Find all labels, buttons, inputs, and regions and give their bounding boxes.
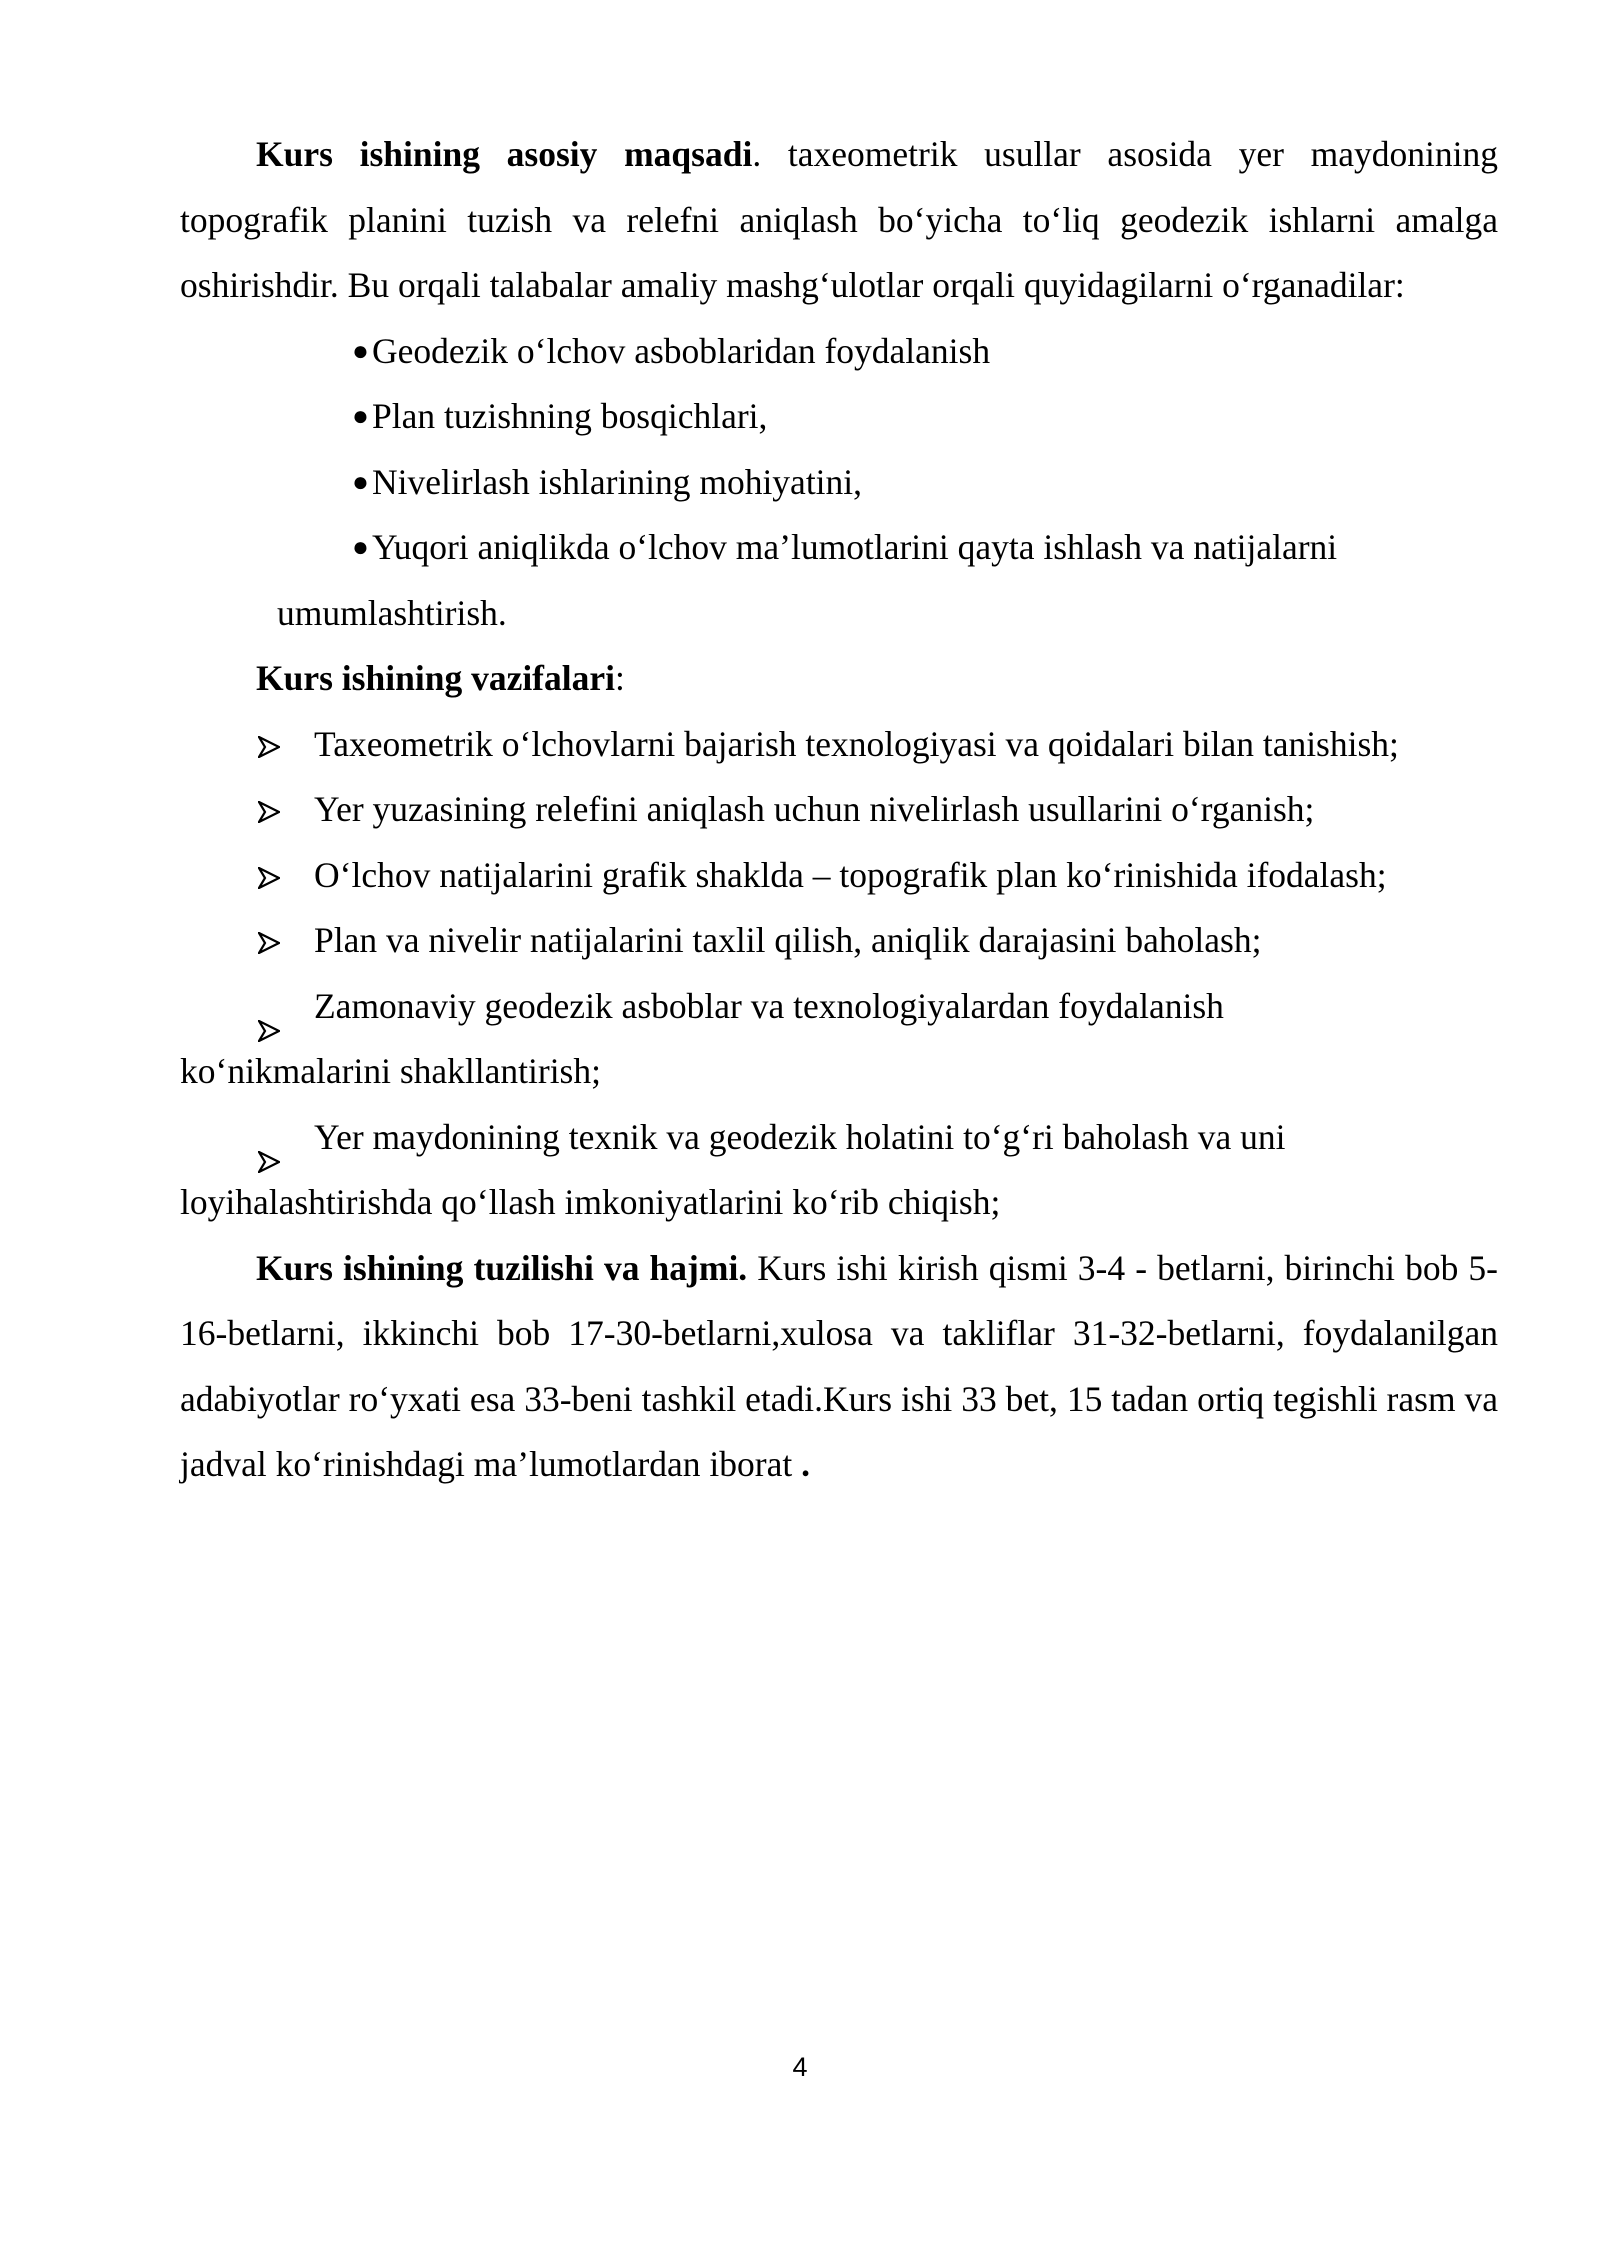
task-item-text: Yer yuzasining relefini aniqlash uchun nivelirlash usullarini o‘rganish;	[314, 789, 1315, 829]
page-number: 4	[792, 2052, 808, 2082]
arrowhead-bullet-icon	[258, 1129, 280, 1195]
task-item	[180, 1105, 1498, 1236]
bullet-dot-icon: ●	[352, 466, 369, 498]
structure-end-mark: .	[801, 1444, 810, 1484]
task-item	[180, 712, 1498, 778]
list-item	[180, 450, 1498, 516]
tasks-heading-colon: :	[615, 658, 625, 698]
page-content	[180, 122, 1498, 1498]
list-item-continuation: umumlashtirish.	[277, 592, 507, 633]
task-item-first-line	[180, 974, 1498, 1040]
list-item-text: Geodezik o‘lchov asboblaridan foydalanish	[372, 330, 991, 371]
bullet-dot-icon: ●	[352, 532, 369, 563]
list-item-text: Yuqori aniqlikda o‘lchov ma’lumotlarini qayta ishlash va natijalarni	[372, 527, 1338, 567]
task-item-first-line	[180, 1105, 1498, 1171]
task-item-text: Taxeometrik o‘lchovlarni bajarish texnologiyasi va qoidalari bilan tanishish;	[314, 723, 1399, 764]
list-item	[180, 319, 1498, 385]
task-item	[180, 777, 1498, 843]
tasks-heading: Kurs ishining vazifalari	[256, 658, 615, 698]
purpose-paragraph	[180, 122, 1498, 319]
arrowhead-bullet-icon	[258, 998, 280, 1064]
list-item	[180, 384, 1498, 450]
task-item-continuation: ko‘nikmalarini shakllantirish;	[180, 1051, 601, 1091]
list-item-text: Nivelirlash ishlarining mohiyatini,	[372, 461, 863, 502]
task-item-continuation: loyihalashtirishda qo‘llash imkoniyatlarini ko‘rib chiqish;	[180, 1182, 1001, 1222]
structure-heading: Kurs ishining tuzilishi va hajmi.	[256, 1247, 748, 1288]
purpose-heading: Kurs ishining asosiy maqsadi	[256, 134, 753, 174]
task-item-text: Zamonaviy geodezik asboblar va texnologiyalardan foydalanish	[314, 985, 1224, 1026]
task-item	[180, 974, 1498, 1105]
structure-text: Kurs ishi kirish qismi 3-4 - betlarni, birinchi bob 5-16-betlarni, ikkinchi bob 17-30-betlarni,xulosa va takliflar 31-32-betlarni, foydalanilgan adabiyotlar ro‘yxati esa 33-beni tashkil etadi.Kurs ishi 33 bet, 15 tadan ortiq tegishli rasm va jadval ko‘rinishdagi ma’lumotlardan iborat	[180, 1247, 1498, 1484]
bullet-dot-icon: ●	[352, 335, 369, 367]
task-item	[180, 908, 1498, 974]
purpose-text: . taxeometrik usullar asosida yer maydonining topografik planini tuzish va relefni aniqlash bo‘yicha to‘liq geodezik ishlarni amalga oshirishdir. Bu orqali talabalar amaliy mashg‘ulotlar orqali quyidagilarni o‘rganadilar:	[180, 134, 1498, 305]
task-item-text: Plan va nivelir natijalarini taxlil qilish, aniqlik darajasini baholash;	[314, 920, 1262, 960]
task-item	[180, 843, 1498, 909]
task-item-text: Yer maydonining texnik va geodezik holatini to‘g‘ri baholash va uni	[314, 1116, 1286, 1157]
bullet-dot-icon: ●	[352, 401, 369, 432]
skills-list	[180, 319, 1498, 581]
list-item	[180, 515, 1498, 581]
task-item-text: O‘lchov natijalarini grafik shaklda – topografik plan ko‘rinishida ifodalash;	[314, 854, 1387, 895]
list-item-text: Plan tuzishning bosqichlari,	[372, 396, 768, 436]
tasks-heading-line	[180, 646, 1498, 712]
structure-paragraph	[180, 1236, 1498, 1498]
